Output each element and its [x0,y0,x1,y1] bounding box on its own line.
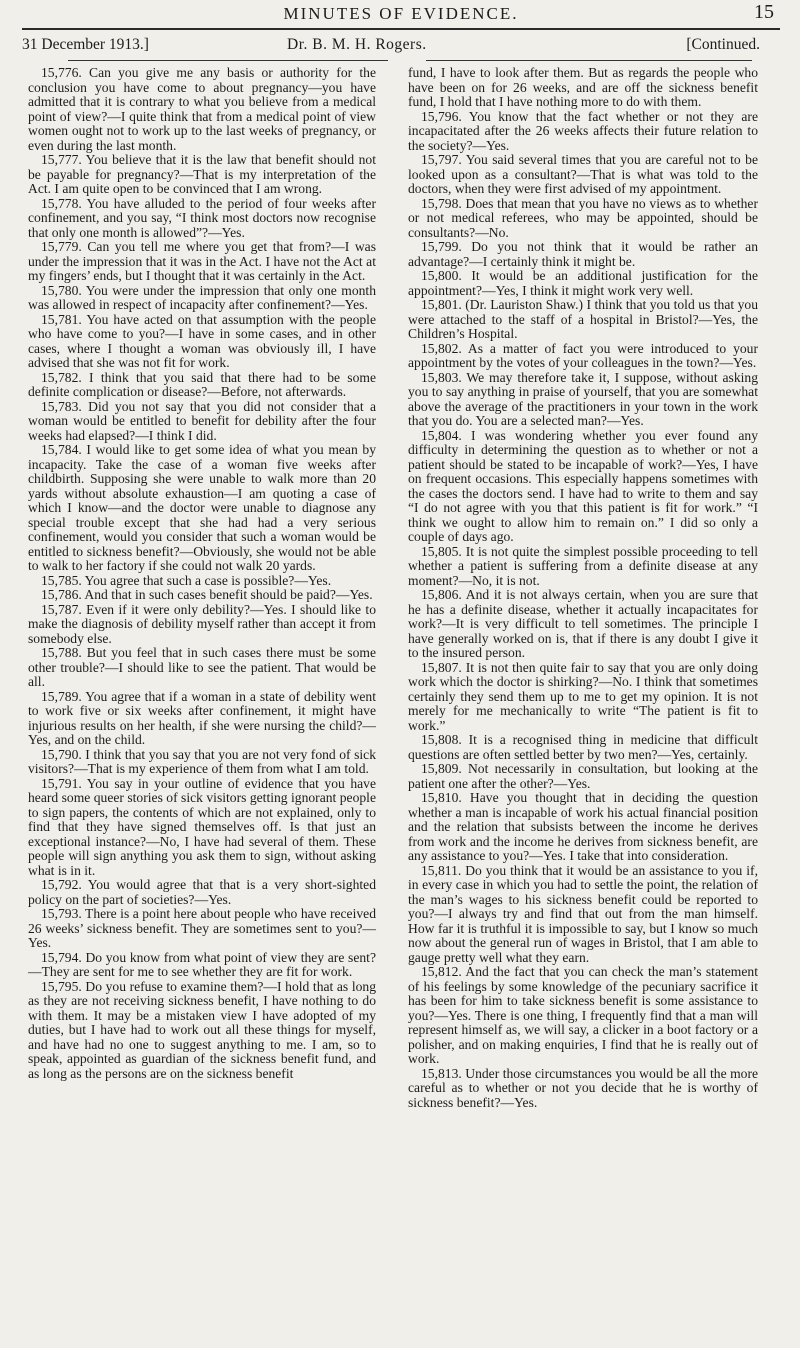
testimony-paragraph: 15,809. Not necessarily in consultation, but looking at the patient one after the other?—Yes. [408,761,758,791]
testimony-paragraph: 15,791. You say in your outline of evidence that you have heard some queer stories of sick visitors getting ignorant people to sign papers, the contents of which are not explained, only to find that they have signed themselves off. Is that just an exceptional instance?—No, I have had several of them. These people will sign anything you ask them to sign, without asking what is in it. [28,775,376,878]
continued-paragraph: fund, I have to look after them. But as regards the people who have been on for 26 weeks, and are off the sickness benefit fund, I hold that I have nothing more to do with them. [408,65,758,109]
testimony-paragraph: 15,777. You believe that it is the law that benefit should not be payable for pregnancy?—That is my interpretation of the Act. I am quite open to be convinced that I am wrong. [28,152,376,196]
continued-label: [Continued. [686,36,760,53]
right-column [408,66,758,1110]
testimony-paragraph: 15,778. You have alluded to the period of four weeks after confinement, and you say, “I think most doctors now recognise that only one month is allowed”?—Yes. [28,195,376,240]
testimony-paragraph: 15,781. You have acted on that assumption with the people who have come to you?—I have in some cases, and in other cases, where I thought a woman was obviously ill, I have advised that she was not fit for work. [28,311,376,370]
testimony-paragraph: 15,801. (Dr. Lauriston Shaw.) I think that you told us that you were attached to the staff of a hospital in Bristol?—Yes, the Children’s Hospital. [408,297,758,341]
witness-name: Dr. B. M. H. Rogers. [287,36,427,53]
testimony-paragraph: 15,808. It is a recognised thing in medicine that difficult questions are often settled better by two men?—Yes, certainly. [408,732,758,762]
running-head [24,1,778,24]
testimony-paragraph: 15,790. I think that you say that you are not very fond of sick visitors?—That is my experience of them from what I am told. [28,746,376,776]
session-date: 31 December 1913.] [22,36,149,53]
page-title: MINUTES OF EVIDENCE. [283,4,519,23]
testimony-paragraph: 15,783. Did you not say that you did not consider that a woman would be entitled to benefit for debility after the four weeks had elapsed?—I think I did. [28,398,376,443]
right-column-rule [426,60,752,61]
testimony-paragraph: 15,776. Can you give me any basis or authority for the conclusion you have come to about pregnancy—you have admitted that it is contrary to what you believe from a medical point of view?—I quite think that from a medical point of view women ought not to work up to the last weeks of pregnancy, or even during the last month. [28,65,376,153]
testimony-paragraph: 15,807. It is not then quite fair to say that you are only doing work which the doctor is shirking?—No. I think that sometimes certainly they send them up to me to get my opinion. It is not merely for me mechanically to write “The patient is fit to work.” [408,659,758,733]
testimony-paragraph: 15,810. Have you thought that in deciding the question whether a man is incapable of work his actual financial position and the relation that subsists between the income he derives from work and the income he derives from sickness benefit, are any assistance to you?—Yes. I take that into consideration. [408,790,758,863]
testimony-paragraph: 15,803. We may therefore take it, I suppose, without asking you to say anything in praise of yourself, that you are somewhat above the average of the practitioners in your town in the work that you do. You are a selected man?—Yes. [408,369,758,428]
testimony-paragraph: 15,800. It would be an additional justification for the appointment?—Yes, I think it might work very well. [408,268,758,298]
testimony-paragraph: 15,798. Does that mean that you have no views as to whether or not medical referees, who may be appointed, should be consultants?—No. [408,195,758,240]
testimony-paragraph: 15,794. Do you know from what point of view they are sent?—They are sent for me to see whether they are fit for work. [28,949,376,979]
testimony-paragraph: 15,811. Do you think that it would be an assistance to you if, in every case in which you had to settle the point, the relation of the man’s wages to his sickness benefit could be reported to you?—I always try and find that out from the man himself. How far it is truthful it is impossible to say, but I know so much now about the general run of wages in Bristol, that I am able to gauge pretty well what they earn. [408,862,758,965]
testimony-paragraph: 15,804. I was wondering whether you ever found any difficulty in determining the question as to whether or not a patient should be stated to be incapable of work?—Yes, I have on frequent occasions. This especially happens sometimes with the cases the doctors send. I have had to write to them and say “I do not agree with you that this patient is fit for work.” “I think we ought to allow him to remain on.” I did so only a couple of days ago. [408,427,758,544]
testimony-paragraph: 15,782. I think that you said that there had to be some definite complication or disease?—Before, not afterwards. [28,369,376,399]
testimony-paragraph: 15,786. And that in such cases benefit should be paid?—Yes. [41,587,373,602]
testimony-paragraph: 15,787. Even if it were only debility?—Yes. I should like to make the diagnosis of debility myself rather than accept it from somebody else. [28,601,376,646]
testimony-paragraph: 15,792. You would agree that that is a very short-sighted policy on the part of societies?—Yes. [28,877,376,907]
testimony-paragraph: 15,812. And the fact that you can check the man’s statement of his feelings by some knowledge of the pecuniary sacrifice it has been for him to take sickness benefit is some assistance to you?—Yes. There is one thing, I frequently find that a man will represent himself as, we will say, a clicker in a boot factory or a polisher, and on making enquiries, I find that he is really out of work. [408,964,758,1066]
testimony-paragraph: 15,785. You agree that such a case is possible?—Yes. [41,572,332,588]
testimony-paragraph: 15,793. There is a point here about people who have received 26 weeks’ sickness benefit. They are sometimes sent to you?—Yes. [28,906,376,950]
sub-header [22,36,780,56]
testimony-paragraph: 15,802. As a matter of fact you were introduced to your appointment by the votes of your colleagues in the town?—Yes. [408,340,758,370]
left-column [28,66,376,1081]
testimony-paragraph: 15,799. Do you not think that it would be rather an advantage?—I certainly think it might be. [408,239,758,269]
testimony-paragraph: 15,789. You agree that if a woman in a state of debility went to work five or six weeks after confinement, it might have injurious results on her health, if she were nursing the child?—Yes, and on the child. [28,688,376,747]
testimony-paragraph: 15,805. It is not quite the simplest possible proceeding to tell whether a patient is suffering from a definite disease at any moment?—No, it is not. [408,543,758,588]
testimony-paragraph: 15,780. You were under the impression that only one month was allowed in respect of incapacity after confinement?—Yes. [28,282,376,312]
testimony-paragraph: 15,796. You know that the fact whether or not they are incapacitated after the 26 weeks affects their future relation to the society?—Yes. [408,108,758,153]
left-column-rule [68,60,388,61]
testimony-paragraph: 15,806. And it is not always certain, when you are sure that he has a definite disease, whether it actually incapacitates for work?—It is very difficult to tell sometimes. The principle I have generally worked on is, that if there is any doubt I give it to the insured person. [408,587,758,660]
testimony-paragraph: 15,784. I would like to get some idea of what you mean by incapacity. Take the case of a woman five weeks after childbirth. Supposing she were unable to walk more than 20 yards without absolute exhaustion—I am quoting a case of which I know—and the doctor were unable to diagnose any special trouble except that she had had a very serious confinement, would you consider that such a woman would be entitled to sickness benefit?—Obviously, she would not be able to walk to her factory if she could not walk 20 yards. [28,442,376,573]
header-rule [22,28,780,30]
testimony-paragraph: 15,797. You said several times that you are careful not to be looked upon as a consultant?—That is what was told to the doctors, when they were first advised of my appointment. [408,152,758,196]
testimony-paragraph: 15,779. Can you tell me where you get that from?—I was under the impression that it was in the Act. I have not the Act at my fingers’ ends, but I thought that it was certainly in the Act. [28,239,376,283]
testimony-paragraph: 15,795. Do you refuse to examine them?—I hold that as long as they are not receiving sickness benefit, I have nothing to do with them. It may be a mistaken view I have adopted of my duties, but I have had to work out all these things for myself, and have had no one to suggest anything to me. I am, so to speak, appointed as guardian of the sickness benefit fund, and as long as the persons are on the sickness benefit [28,978,376,1081]
testimony-paragraph: 15,813. Under those circumstances you would be all the more careful as to whether or not you decide that he is worthy of sickness benefit?—Yes. [408,1065,758,1110]
page-number: 15 [754,1,774,23]
testimony-paragraph: 15,788. But you feel that in such cases there must be some other trouble?—I should like to see the patient. That would be all. [28,645,376,689]
